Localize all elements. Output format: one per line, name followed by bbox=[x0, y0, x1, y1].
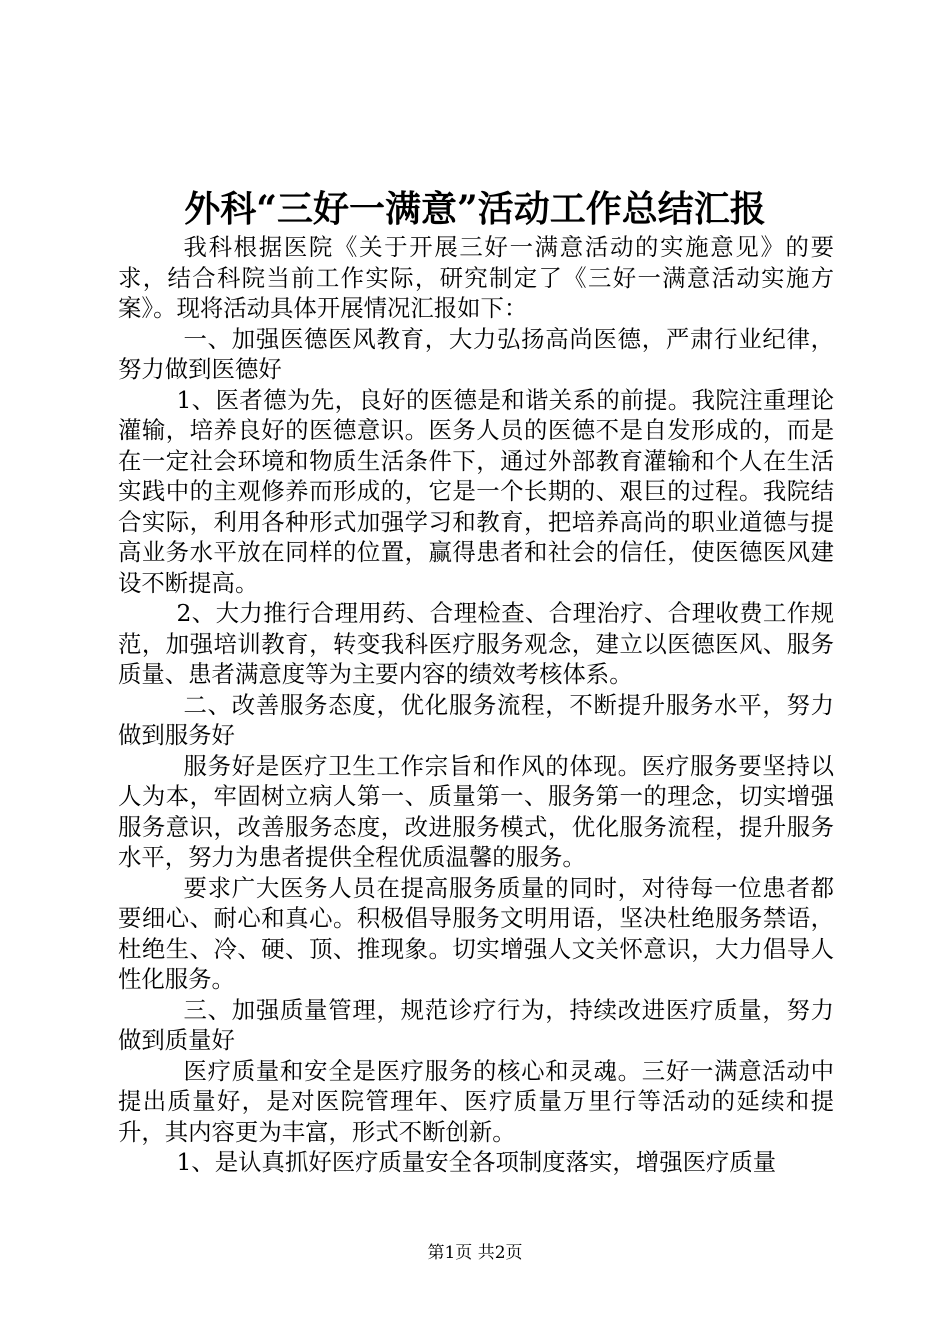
paragraph-1-1: 1、医者德为先，良好的医德是和谐关系的前提。我院注重理论灌输，培养良好的医德意识。医务人员的医德不是自发形成的，而是在一定社会环境和物质生活条件下，通过外部教育灌输和个人在生活实践中的主观修养而形成的，它是一个长期的、艰巨的过程。我院结合实际，利用各种形式加强学习和教育，把培养高尚的职业道德与提高业务水平放在同样的位置，赢得患者和社会的信任，使医德医风建设不断提高。 bbox=[118, 385, 834, 597]
document-title: 外科“三好一满意”活动工作总结汇报 bbox=[184, 188, 766, 230]
paragraph-intro: 我科根据医院《关于开展三好一满意活动的实施意见》的要求，结合科院当前工作实际，研究制定了《三好一满意活动实施方案》。现将活动具体开展情况汇报如下： bbox=[118, 233, 834, 322]
paragraph-3-2: 1、是认真抓好医疗质量安全各项制度落实，增强医疗质量 bbox=[176, 1148, 777, 1176]
paragraph-2-1: 服务好是医疗卫生工作宗旨和作风的体现。医疗服务要坚持以人为本，牢固树立病人第一、质量第一、服务第一的理念，切实增强服务意识，改善服务态度，改进服务模式，优化服务流程，提升服务水平，努力为患者提供全程优质温馨的服务。 bbox=[118, 751, 834, 871]
section-heading-3: 三、加强质量管理，规范诊疗行为，持续改进医疗质量，努力做到质量好 bbox=[118, 995, 834, 1054]
section-heading-2: 二、改善服务态度，优化服务流程，不断提升服务水平，努力做到服务好 bbox=[118, 690, 834, 749]
section-heading-1: 一、加强医德医风教育，大力弘扬高尚医德，严肃行业纪律，努力做到医德好 bbox=[118, 324, 834, 383]
paragraph-2-2: 要求广大医务人员在提高服务质量的同时，对待每一位患者都要细心、耐心和真心。积极倡导服务文明用语，坚决杜绝服务禁语，杜绝生、冷、硬、顶、推现象。切实增强人文关怀意识，大力倡导人性化服务。 bbox=[118, 873, 834, 993]
page-footer: 第1页 共2页 bbox=[427, 1243, 523, 1263]
document-body bbox=[118, 232, 834, 1178]
paragraph-3-1: 医疗质量和安全是医疗服务的核心和灵魂。三好一满意活动中提出质量好，是对医院管理年、医疗质量万里行等活动的延续和提升，其内容更为丰富，形式不断创新。 bbox=[118, 1056, 834, 1146]
paragraph-1-2: 2、大力推行合理用药、合理检查、合理治疗、合理收费工作规范，加强培训教育，转变我科医疗服务观念，建立以医德医风、服务质量、患者满意度等为主要内容的绩效考核体系。 bbox=[118, 599, 834, 688]
